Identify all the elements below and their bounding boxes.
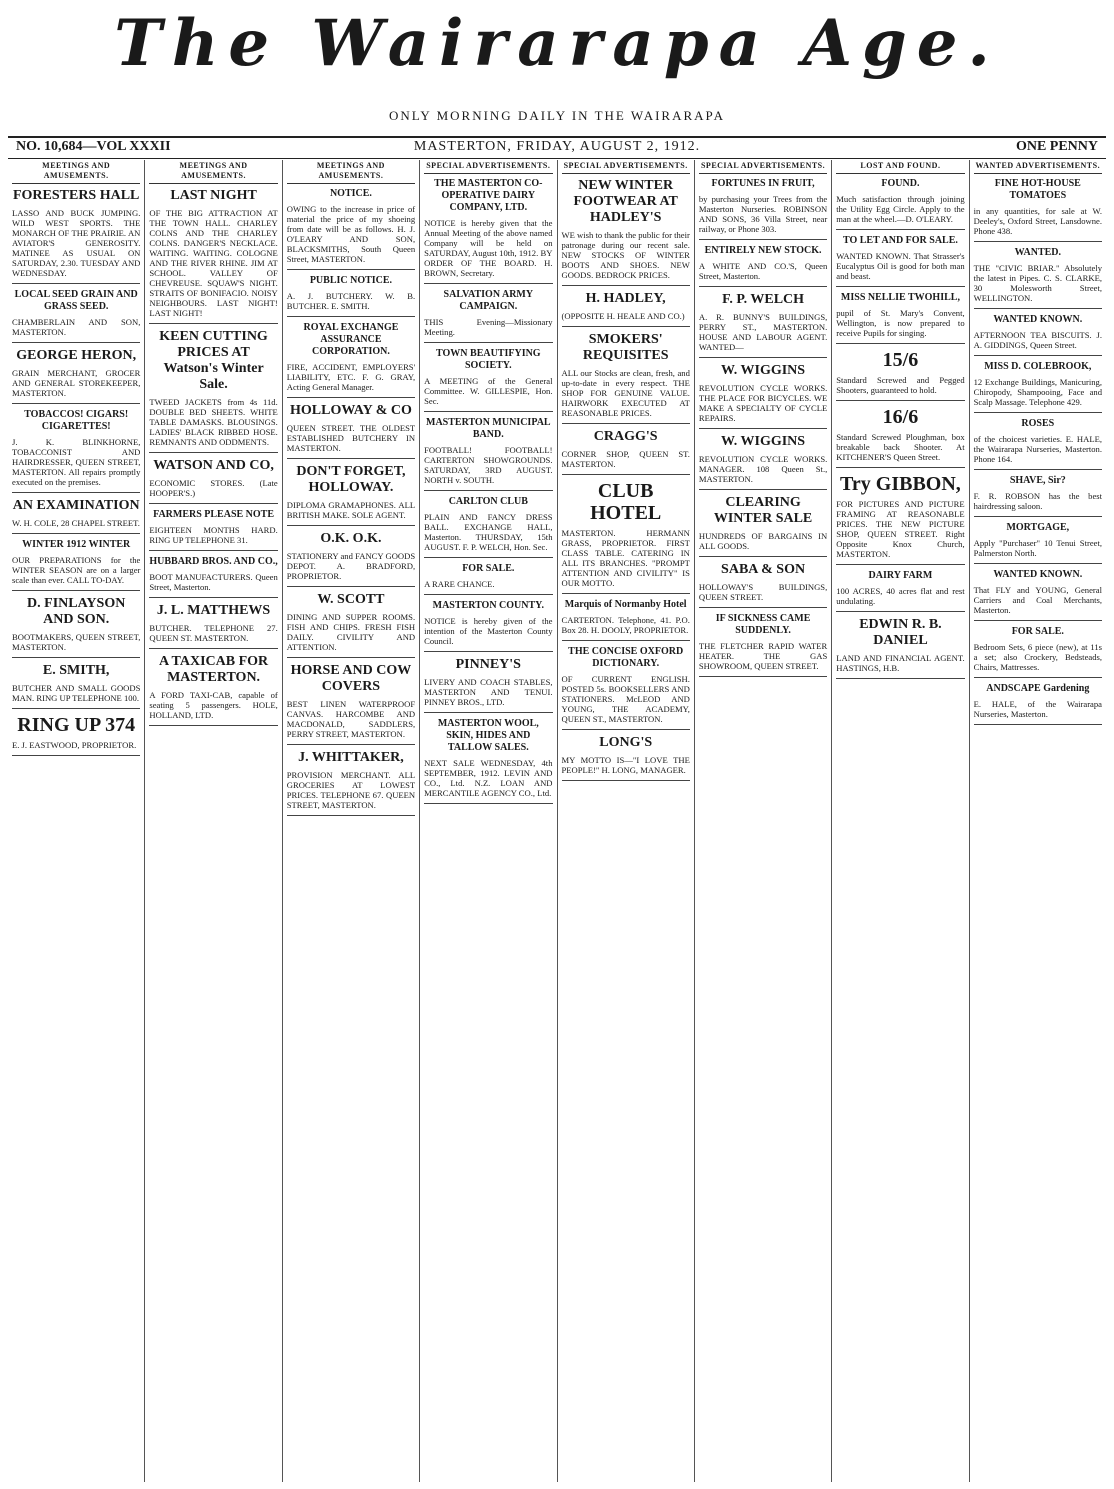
column-8: [970, 160, 1106, 1482]
section-heading: MEETINGS AND AMUSEMENTS.: [149, 160, 277, 184]
ad-body: by purchasing your Trees from the Masterton Nurseries. ROBINSON AND SONS, 36 Villa Street, near railway, or Phone 303.: [698, 194, 828, 234]
advertisement: [287, 464, 415, 526]
ad-headline: WANTED KNOWN.: [993, 569, 1083, 580]
ad-headline: GEORGE HERON,: [16, 348, 137, 363]
ad-headline: SALVATION ARMY CAMPAIGN.: [443, 289, 534, 312]
ad-headline: HOLLOWAY & CO: [290, 403, 412, 418]
section-heading: WANTED ADVERTISEMENTS.: [974, 160, 1102, 174]
ad-divider: [149, 725, 277, 726]
advertisement: [974, 683, 1102, 725]
ad-body: A FORD TAXI-CAB, capable of seating 5 passengers. HOLE, HOLLAND, LTD.: [149, 690, 278, 720]
ad-body: THE "CIVIC BRIAR." Absolutely the latest in Pipes. C. S. CLARKE, 30 Molesworth Street, WELLINGTON.: [973, 263, 1102, 303]
ad-divider: [836, 343, 964, 344]
ad-body: BOOTMAKERS, QUEEN STREET, MASTERTON.: [12, 632, 141, 652]
advertisement: [836, 473, 964, 565]
ad-headline: FOR SALE.: [1011, 626, 1064, 637]
advertisement: [287, 750, 415, 816]
advertisement: [699, 178, 827, 240]
ad-divider: [699, 489, 827, 490]
ad-divider: [149, 452, 277, 453]
ad-body: REVOLUTION CYCLE WORKS. THE PLACE FOR BICYCLES. WE MAKE A SPECIALTY OF CYCLE REPAIRS.: [698, 383, 828, 423]
advertisement: [12, 663, 140, 709]
advertisement: [12, 289, 140, 343]
ad-headline: PUBLIC NOTICE.: [309, 275, 393, 286]
ad-body: CORNER SHOP, QUEEN ST. MASTERTON.: [561, 449, 690, 469]
ad-divider: [287, 525, 415, 526]
ad-divider: [562, 640, 690, 641]
ad-headline: FORESTERS HALL: [12, 188, 140, 203]
ad-body: F. R. ROBSON has the best hairdressing saloon.: [973, 491, 1102, 511]
ad-divider: [12, 657, 140, 658]
ad-headline: SHAVE, Sir?: [1009, 475, 1066, 486]
ad-body: FIRE, ACCIDENT, EMPLOYERS' LIABILITY, ETC. F. G. GRAY, Acting General Manager.: [286, 362, 416, 392]
ad-headline: TOWN BEAUTIFYING SOCIETY.: [436, 348, 541, 371]
ad-body: BEST LINEN WATERPROOF CANVAS. HARCOMBE AND MACDONALD, SADDLERS, PERRY STREET, MASTERTON.: [286, 699, 416, 739]
advertisement: [287, 322, 415, 398]
ad-headline: PINNEY'S: [455, 657, 521, 672]
ad-headline: MASTERTON WOOL, SKIN, HIDES AND TALLOW SALES.: [437, 718, 539, 753]
ad-body: Bedroom Sets, 6 piece (new), at 11s a set; also Crockery, Bedsteads, Chairs, Mattresses.: [973, 642, 1102, 672]
ad-body: MASTERTON. HERMANN GRASS, PROPRIETOR. FIRST CLASS TABLE. CATERING IN ALL ITS BRANCHES. "PROMPT ATTENTION AND CIVILITY" IS OUR MOTTO.: [561, 528, 690, 588]
advertisement: [974, 178, 1102, 242]
ad-body: A. R. BUNNY'S BUILDINGS, PERRY ST., MASTERTON. HOUSE AND LABOUR AGENT. WANTED—: [698, 312, 828, 352]
ad-body: A WHITE AND CO.'S, Queen Street, Masterton.: [698, 261, 828, 281]
ad-headline: WANTED.: [1014, 247, 1062, 258]
ad-divider: [424, 557, 552, 558]
ad-divider: [974, 355, 1102, 356]
ad-headline: DAIRY FARM: [868, 570, 933, 581]
ad-divider: [699, 428, 827, 429]
advertisement: [149, 654, 277, 726]
ad-body: in any quantities, for sale at W. Deeley's, Oxford Street, Lansdowne. Phone 438.: [973, 206, 1102, 236]
column-1: [8, 160, 145, 1482]
ad-body: DIPLOMA GRAMAPHONES. ALL BRITISH MAKE. SOLE AGENT.: [286, 500, 416, 520]
ad-body: E. HALE, of the Wairarapa Nurseries, Masterton.: [973, 699, 1102, 719]
ad-headline: FOR SALE.: [462, 563, 515, 574]
ad-divider: [12, 403, 140, 404]
ad-headline: CARLTON CLUB: [448, 496, 528, 507]
ad-divider: [836, 467, 964, 468]
advertisement: [974, 626, 1102, 678]
advertisement: [836, 292, 964, 344]
ad-body: WANTED KNOWN. That Strasser's Eucalyptus Oil is good for both man and beast.: [836, 251, 965, 281]
ad-body: of the choicest varieties. E. HALE, the Wairarapa Nurseries, Masterton. Phone 164.: [973, 434, 1102, 464]
ad-divider: [424, 411, 552, 412]
ad-divider: [836, 678, 964, 679]
ad-divider: [562, 729, 690, 730]
ad-body: Much satisfaction through joining the Utility Egg Circle. Apply to the man at the wheel.—D. O'LEARY.: [836, 194, 965, 224]
advertisement: [12, 409, 140, 493]
ad-headline: IF SICKNESS CAME SUDDENLY.: [715, 613, 811, 636]
ad-divider: [562, 780, 690, 781]
ad-body: PROVISION MERCHANT. ALL GROCERIES AT LOWEST PRICES. TELEPHONE 67. QUEEN STREET, MASTERTON.: [286, 770, 416, 810]
column-6: [695, 160, 832, 1482]
ad-divider: [149, 597, 277, 598]
ad-headline: LAST NIGHT: [170, 188, 257, 203]
ad-divider: [974, 308, 1102, 309]
ad-headline: NEW WINTER FOOTWEAR AT HADLEY'S: [573, 178, 678, 225]
ad-headline: FOUND.: [881, 178, 920, 189]
ad-divider: [12, 492, 140, 493]
section-heading: SPECIAL ADVERTISEMENTS.: [562, 160, 690, 174]
ad-body: MY MOTTO IS—"I LOVE THE PEOPLE!" H. LONG, MANAGER.: [561, 755, 690, 775]
ad-body: NOTICE is hereby given that the Annual Meeting of the above named Company will be held on SATURDAY, August 10th, 1912. BY ORDER OF THE BOARD. H. BROWN, Secretary.: [424, 218, 553, 278]
advertisement: [287, 592, 415, 658]
advertisement: [836, 617, 964, 679]
section-heading: SPECIAL ADVERTISEMENTS.: [699, 160, 827, 174]
ad-body: ECONOMIC STORES. (Late HOOPER'S.): [149, 478, 278, 498]
ad-headline: MORTGAGE,: [1006, 522, 1070, 533]
ad-body: (OPPOSITE H. HEALE AND CO.): [561, 311, 685, 321]
advertisement: [287, 663, 415, 745]
ad-divider: [12, 708, 140, 709]
ad-body: LIVERY AND COACH STABLES, MASTERTON AND TENUI. PINNEY BROS., LTD.: [424, 677, 553, 707]
ad-divider: [287, 657, 415, 658]
ad-body: GRAIN MERCHANT, GROCER AND GENERAL STOREKEEPER, MASTERTON.: [12, 368, 141, 398]
advertisement: [12, 539, 140, 591]
ad-divider: [974, 563, 1102, 564]
ad-divider: [974, 469, 1102, 470]
ad-divider: [287, 269, 415, 270]
ad-body: REVOLUTION CYCLE WORKS. MANAGER. 108 Queen St., MASTERTON.: [698, 454, 828, 484]
ad-body: A MEETING of the General Committee. W. GILLESPIE, Hon. Sec.: [424, 376, 553, 406]
ad-headline: RING UP 374: [17, 714, 136, 736]
ad-body: AFTERNOON TEA BISCUITS. J. A. GIDDINGS, Queen Street.: [973, 330, 1102, 350]
ad-divider: [287, 458, 415, 459]
ad-divider: [562, 474, 690, 475]
ad-divider: [836, 564, 964, 565]
ad-divider: [12, 590, 140, 591]
ad-headline: ROYAL EXCHANGE ASSURANCE CORPORATION.: [303, 322, 399, 357]
ad-body: E. J. EASTWOOD, PROPRIETOR.: [12, 740, 137, 750]
advertisement: [424, 289, 552, 343]
advertisement: [149, 603, 277, 649]
ad-divider: [974, 724, 1102, 725]
ad-headline: FORTUNES IN FRUIT,: [711, 178, 815, 189]
ad-body: STATIONERY and FANCY GOODS DEPOT. A. BRADFORD, PROPRIETOR.: [286, 551, 416, 581]
ad-headline: WATSON AND CO,: [153, 458, 274, 473]
advertisement: [287, 531, 415, 587]
ad-divider: [149, 503, 277, 504]
ad-headline: ENTIRELY NEW STOCK.: [704, 245, 822, 256]
ad-body: THIS Evening—Missionary Meeting.: [424, 317, 553, 337]
ad-headline: LONG'S: [599, 735, 653, 750]
ad-headline: THE MASTERTON CO-OPERATIVE DAIRY COMPANY, LTD.: [434, 178, 543, 213]
ad-divider: [424, 803, 552, 804]
ad-divider: [699, 239, 827, 240]
ad-body: EIGHTEEN MONTHS HARD. RING UP TELEPHONE 31.: [149, 525, 278, 545]
ad-body: OF CURRENT ENGLISH. POSTED 5s. BOOKSELLERS AND STATIONERS. McLEOD AND YOUNG, THE ACADEMY, QUEEN ST., MASTERTON.: [561, 674, 690, 724]
advertisement: [836, 349, 964, 401]
ad-headline: J. L. MATTHEWS: [156, 603, 271, 618]
ad-body: Standard Screwed and Pegged Shooters, guaranteed to hold.: [836, 375, 965, 395]
ad-body: J. K. BLINKHORNE, TOBACCONIST AND HAIRDRESSER, QUEEN STREET, MASTERTON. All repairs promptly executed on the premises.: [12, 437, 141, 487]
ad-body: CHAMBERLAIN AND SON, MASTERTON.: [12, 317, 141, 337]
ad-body: LASSO AND BUCK JUMPING. WILD WEST SPORTS. THE MONARCH OF THE PRAIRIE. AN AVIATOR'S GENEROSITY. MATINEE AS USUAL ON SATURDAY, 2.30. TUESDAY AND WEDNESDAY.: [12, 208, 141, 278]
ad-divider: [424, 594, 552, 595]
column-4: [420, 160, 557, 1482]
ad-body: OWING to the increase in price of material the price of my shoeing from date will be as follows. H. J. O'LEARY AND SON, BLACKSMITHS, South Queen Street, MASTERTON.: [286, 204, 416, 264]
advertisement: [699, 434, 827, 490]
ad-headline: A TAXICAB FOR MASTERTON.: [158, 654, 269, 685]
newspaper-title: The Wairarapa Age.: [114, 6, 1000, 81]
ad-headline: F. P. WELCH: [722, 292, 805, 307]
column-3: [283, 160, 420, 1482]
advertisement: [424, 657, 552, 713]
column-7: [832, 160, 969, 1482]
ad-divider: [836, 229, 964, 230]
ad-body: PLAIN AND FANCY DRESS BALL. EXCHANGE HALL, Masterton. THURSDAY, 15th AUGUST. F. P. WELCH, Hon. Sec.: [424, 512, 553, 552]
ad-body: OUR PREPARATIONS for the WINTER SEASON are on a larger scale than ever. CALL TO-DAY.: [12, 555, 141, 585]
ad-body: BOOT MANUFACTURERS. Queen Street, Masterton.: [149, 572, 278, 592]
advertisement: [699, 292, 827, 358]
advertisement: [149, 329, 277, 453]
advertisement: [974, 247, 1102, 309]
masthead: [0, 0, 1114, 98]
ad-headline: KEEN CUTTING PRICES AT Watson's Winter Sale.: [159, 329, 268, 392]
ad-body: ALL our Stocks are clean, fresh, and up-to-date in every respect. THE SHOP FOR GENUINE VALUE. HAIRWORK EXECUTED AT REASONABLE PRICES.: [561, 368, 690, 418]
advertisement: [562, 178, 690, 286]
ad-headline: NOTICE.: [329, 188, 372, 199]
advertisement: [12, 348, 140, 404]
ad-headline: CLUB HOTEL: [590, 480, 662, 524]
ad-divider: [424, 490, 552, 491]
tagline: ONLY MORNING DAILY IN THE WAIRARAPA: [389, 108, 725, 123]
advertisement: [287, 403, 415, 459]
advertisement: [974, 314, 1102, 356]
advertisement: [287, 275, 415, 317]
ad-headline: HORSE AND COW COVERS: [290, 663, 412, 694]
ad-divider: [562, 285, 690, 286]
ad-divider: [424, 712, 552, 713]
ad-headline: SMOKERS' REQUISITES: [582, 332, 669, 363]
advertisement: [699, 495, 827, 557]
ad-body: TWEED JACKETS from 4s 11d. DOUBLE BED SHEETS. WHITE TABLE DAMASKS. BLOUSINGS. LADIES' BLACK RIBBED HOSE. REMNANTS AND ODDMENTS.: [149, 397, 278, 447]
ad-headline: MASTERTON MUNICIPAL BAND.: [426, 417, 551, 440]
ad-headline: THE CONCISE OXFORD DICTIONARY.: [568, 646, 684, 669]
ad-divider: [699, 357, 827, 358]
advertisement: [149, 509, 277, 551]
ad-divider: [424, 651, 552, 652]
ad-divider: [424, 342, 552, 343]
ad-headline: W. WIGGINS: [721, 363, 806, 378]
section-heading: MEETINGS AND AMUSEMENTS.: [12, 160, 140, 184]
ad-divider: [424, 283, 552, 284]
ad-headline: CLEARING WINTER SALE: [713, 495, 813, 526]
ad-headline: MISS D. COLEBROOK,: [984, 361, 1092, 372]
ad-divider: [562, 326, 690, 327]
ad-body: BUTCHER. TELEPHONE 27. QUEEN ST. MASTERTON.: [149, 623, 278, 643]
ad-headline: W. WIGGINS: [721, 434, 806, 449]
advertisement: [562, 599, 690, 641]
ad-headline: SABA & SON: [721, 562, 806, 577]
ad-body: FOOTBALL! FOOTBALL! CARTERTON SHOWGROUNDS. SATURDAY, 3RD AUGUST. NORTH v. SOUTH.: [424, 445, 553, 485]
ad-body: 100 ACRES, 40 acres flat and rest undulating.: [836, 586, 965, 606]
price: ONE PENNY: [1015, 139, 1098, 154]
advertisement: [424, 417, 552, 491]
ad-body: NEXT SALE WEDNESDAY, 4th SEPTEMBER, 1912. LEVIN AND CO., Ltd. N.Z. LOAN AND MERCANTILE AGENCY CO., Ltd.: [424, 758, 553, 798]
section-heading: LOST AND FOUND.: [836, 160, 964, 174]
ad-divider: [12, 755, 140, 756]
ad-body: HOLLOWAY'S BUILDINGS, QUEEN STREET.: [698, 582, 828, 602]
ad-divider: [974, 412, 1102, 413]
ad-headline: CRAGG'S: [593, 429, 658, 444]
advertisement: [562, 291, 690, 327]
columns-container: [8, 160, 1106, 1482]
ad-headline: WANTED KNOWN.: [993, 314, 1083, 325]
ad-body: 12 Exchange Buildings, Manicuring, Chiropody, Shampooing, Face and Scalp Massage. Telephone 429.: [973, 377, 1102, 407]
ad-body: BUTCHER AND SMALL GOODS MAN. RING UP TELEPHONE 100.: [12, 683, 141, 703]
ad-headline: 15/6: [882, 349, 919, 371]
ad-divider: [562, 593, 690, 594]
ad-headline: FARMERS PLEASE NOTE: [153, 509, 275, 520]
ad-divider: [699, 607, 827, 608]
ad-headline: D. FINLAYSON AND SON.: [27, 596, 126, 627]
ad-body: LAND AND FINANCIAL AGENT. HASTINGS, H.B.: [836, 653, 965, 673]
advertisement: [424, 563, 552, 595]
advertisement: [836, 235, 964, 287]
ad-body: A. J. BUTCHERY. W. B. BUTCHER. E. SMITH.: [286, 291, 416, 311]
ad-divider: [699, 286, 827, 287]
advertisement: [562, 332, 690, 424]
advertisement: [974, 569, 1102, 621]
advertisement: [424, 600, 552, 652]
ad-headline: LOCAL SEED GRAIN AND GRASS SEED.: [14, 289, 138, 312]
ad-headline: Try GIBBON,: [840, 473, 961, 495]
ad-divider: [974, 620, 1102, 621]
ad-headline: MASTERTON COUNTY.: [432, 600, 544, 611]
advertisement: [562, 429, 690, 475]
ad-body: A RARE CHANCE.: [424, 579, 495, 589]
ad-body: THE FLETCHER RAPID WATER HEATER. THE GAS SHOWROOM, QUEEN STREET.: [698, 641, 828, 671]
ad-body: W. H. COLE, 28 CHAPEL STREET.: [12, 518, 140, 528]
ad-body: Standard Screwed Ploughman, box breakable back Shooter. At KITCHENER'S Queen Street.: [836, 432, 965, 462]
ad-headline: TOBACCOS! CIGARS! CIGARETTES!: [24, 409, 129, 432]
ad-headline: MISS NELLIE TWOHILL,: [840, 292, 960, 303]
advertisement: [699, 562, 827, 608]
ad-divider: [699, 676, 827, 677]
ad-divider: [287, 815, 415, 816]
ad-divider: [699, 556, 827, 557]
advertisement: [12, 498, 140, 534]
ad-body: pupil of St. Mary's Convent, Wellington, is now prepared to receive Pupils for singing.: [836, 308, 965, 338]
advertisement: [974, 522, 1102, 564]
ad-divider: [974, 677, 1102, 678]
ad-body: QUEEN STREET. THE OLDEST ESTABLISHED BUTCHERY IN MASTERTON.: [286, 423, 416, 453]
ad-headline: W. SCOTT: [317, 592, 385, 607]
advertisement: [12, 188, 140, 284]
advertisement: [562, 646, 690, 730]
advertisement: [12, 714, 140, 756]
section-heading: SPECIAL ADVERTISEMENTS.: [424, 160, 552, 174]
advertisement: [12, 596, 140, 658]
ad-divider: [287, 744, 415, 745]
ad-headline: TO LET AND FOR SALE.: [842, 235, 958, 246]
ad-divider: [836, 400, 964, 401]
ad-body: That FLY and YOUNG, General Carriers and Coal Merchants, Masterton.: [973, 585, 1102, 615]
dateline: [8, 136, 1106, 159]
ad-headline: AN EXAMINATION: [12, 498, 140, 513]
ad-body: DINING AND SUPPER ROOMS. FISH AND CHIPS. FRESH FISH DAILY. CIVILITY AND ATTENTION.: [286, 612, 416, 652]
ad-headline: EDWIN R. B. DANIEL: [859, 617, 942, 648]
ad-divider: [836, 286, 964, 287]
column-2: [145, 160, 282, 1482]
ad-headline: Marquis of Normanby Hotel: [564, 599, 687, 610]
ad-headline: 16/6: [882, 406, 919, 428]
advertisement: [424, 718, 552, 804]
ad-divider: [287, 316, 415, 317]
ad-body: FOR PICTURES AND PICTURE FRAMING AT REASONABLE PRICES. THE NEW PICTURE SHOP, QUEEN STREET. Right Opposite Knox Church, MASTERTON.: [836, 499, 965, 559]
ad-headline: J. WHITTAKER,: [298, 750, 404, 765]
ad-headline: DON'T FORGET, HOLLOWAY.: [296, 464, 406, 495]
ad-divider: [974, 241, 1102, 242]
place-date: MASTERTON, FRIDAY, AUGUST 2, 1912.: [413, 139, 701, 154]
ad-headline: E. SMITH,: [42, 663, 110, 678]
advertisement: [149, 556, 277, 598]
ad-divider: [836, 611, 964, 612]
issue-number: NO. 10,684—VOL XXXII: [16, 139, 171, 154]
ad-divider: [149, 323, 277, 324]
advertisement: [974, 418, 1102, 470]
advertisement: [562, 735, 690, 781]
advertisement: [562, 480, 690, 594]
ad-divider: [12, 342, 140, 343]
advertisement: [836, 570, 964, 612]
ad-headline: FINE HOT-HOUSE TOMATOES: [994, 178, 1081, 201]
advertisement: [699, 363, 827, 429]
ad-divider: [12, 283, 140, 284]
advertisement: [424, 348, 552, 412]
section-heading: MEETINGS AND AMUSEMENTS.: [287, 160, 415, 184]
ad-body: WE wish to thank the public for their patronage during our recent sale. NEW STOCKS OF WINTER BOOTS AND SHOES. NEW GOODS. BEDROCK PRICES.: [561, 230, 690, 280]
ad-divider: [149, 550, 277, 551]
ad-body: HUNDREDS OF BARGAINS IN ALL GOODS.: [698, 531, 828, 551]
ad-headline: O.K. O.K.: [320, 531, 382, 546]
advertisement: [424, 496, 552, 558]
ad-divider: [287, 586, 415, 587]
ad-divider: [562, 423, 690, 424]
advertisement: [149, 188, 277, 324]
advertisement: [424, 178, 552, 284]
advertisement: [149, 458, 277, 504]
ad-body: Apply "Purchaser" 10 Tenui Street, Palmerston North.: [973, 538, 1102, 558]
ad-body: NOTICE is hereby given of the intention of the Masterton County Council.: [424, 616, 553, 646]
advertisement: [699, 245, 827, 287]
advertisement: [974, 475, 1102, 517]
ad-body: OF THE BIG ATTRACTION AT THE TOWN HALL. CHARLEY COLNS AND THE CHARLEY COLNS. DANGER'S NECKLACE. WAITING. WAITING. COLOGNE AND THE RIVER RHINE. JIM AT SCHOOL. VALLEY OF CHEVREUSE. SQUAW'S NIGHT. STRAITS OF BONIFACIO. NOISY NEIGHBOURS. LAST NIGHT! LAST NIGHT!: [149, 208, 278, 318]
advertisement: [287, 188, 415, 270]
ad-divider: [12, 533, 140, 534]
ad-headline: H. HADLEY,: [585, 291, 666, 306]
ad-divider: [287, 397, 415, 398]
ad-divider: [149, 648, 277, 649]
advertisement: [699, 613, 827, 677]
column-5: [558, 160, 695, 1482]
advertisement: [974, 361, 1102, 413]
ad-divider: [974, 516, 1102, 517]
ad-headline: WINTER 1912 WINTER: [22, 539, 131, 550]
ad-headline: ROSES: [1021, 418, 1055, 429]
ad-body: CARTERTON. Telephone, 41. P.O. Box 28. H. DOOLY, PROPRIETOR.: [561, 615, 690, 635]
advertisement: [836, 406, 964, 468]
ad-headline: HUBBARD BROS. AND CO.,: [149, 556, 278, 567]
advertisement: [836, 178, 964, 230]
ad-headline: ANDSCAPE Gardening: [986, 683, 1090, 694]
